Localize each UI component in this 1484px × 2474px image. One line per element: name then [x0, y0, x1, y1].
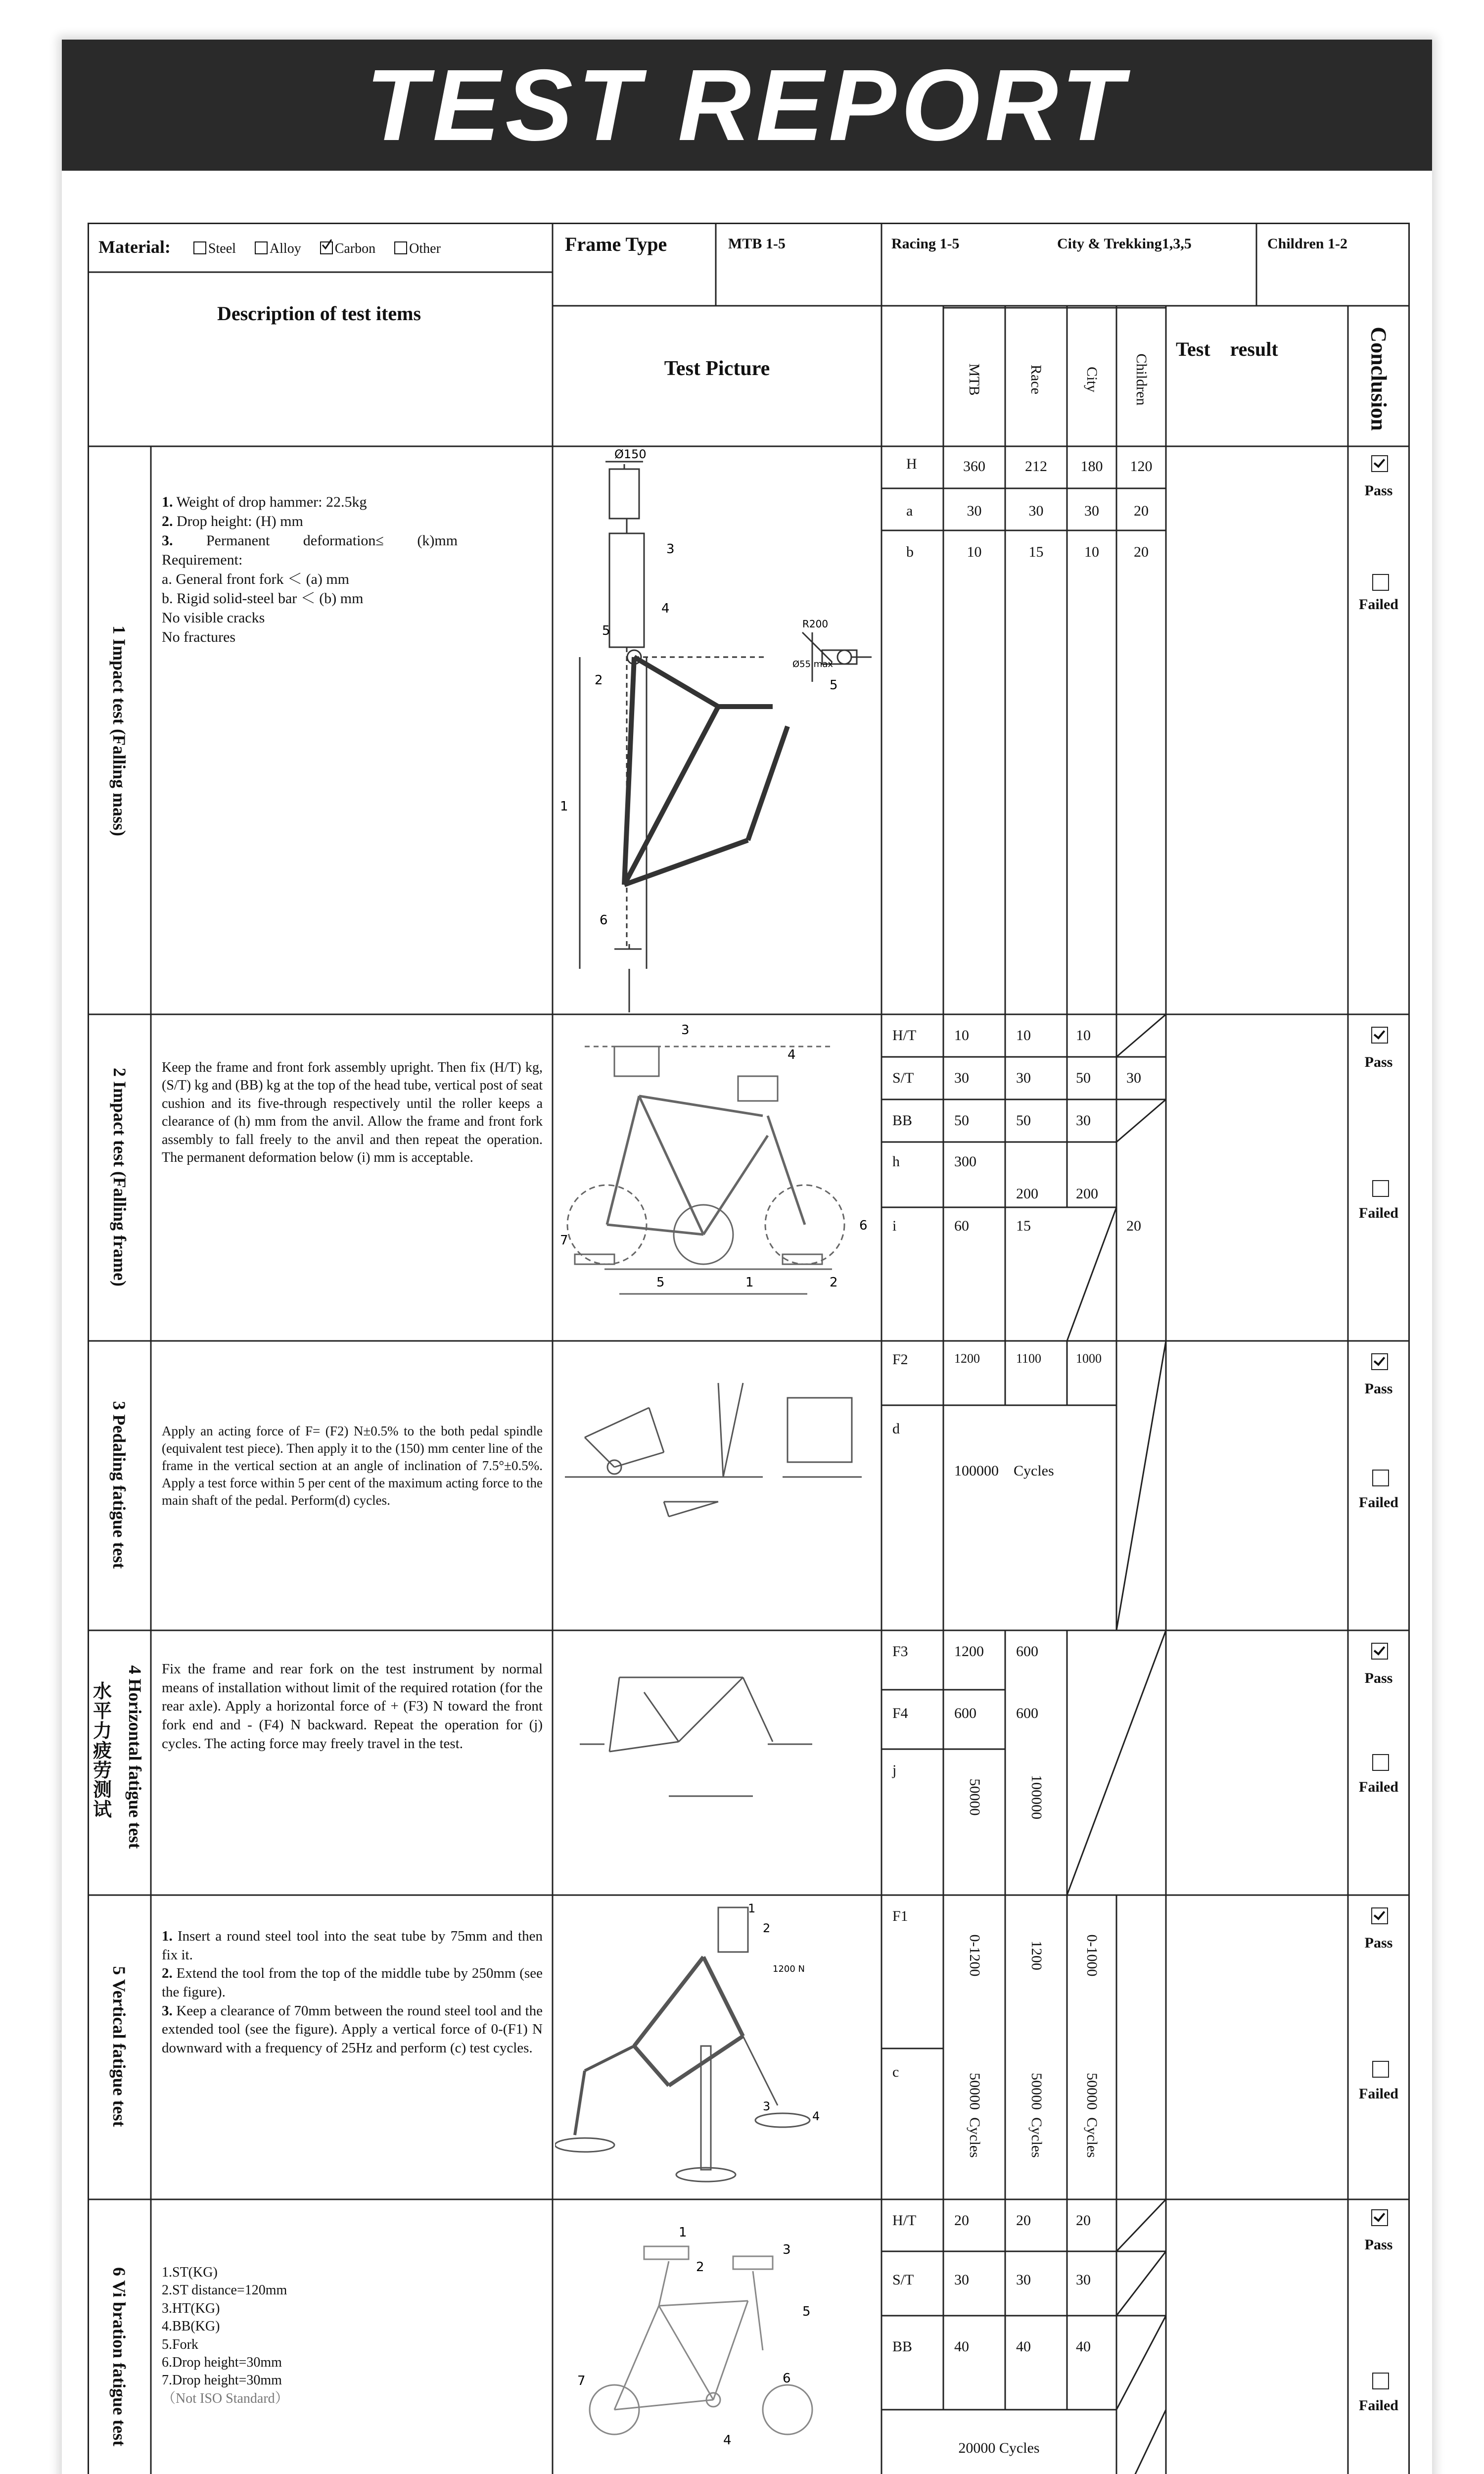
test3-F2-mtb: 1200	[954, 1351, 980, 1366]
test-result-header: Test result	[1176, 338, 1278, 360]
test5-c-city: 50000 Cycles	[1084, 2073, 1100, 2158]
test4-F4-mtb: 600	[954, 1705, 976, 1721]
svg-text:6: 6	[783, 2371, 791, 2386]
svg-text:3: 3	[681, 1023, 690, 1038]
test6-BB-mtb: 40	[954, 2338, 969, 2355]
test2-i-mtb: 60	[954, 1218, 969, 1234]
test2-i-children: 20	[1126, 1218, 1141, 1234]
test1-H-race: 212	[1025, 458, 1047, 475]
test5-figure	[555, 1898, 879, 2197]
test5-failed-checkbox[interactable]	[1372, 2061, 1389, 2078]
test2-param-label: i	[892, 1218, 897, 1234]
test4-param-label: j	[892, 1762, 897, 1778]
test3-figure	[555, 1343, 879, 1628]
svg-text:1: 1	[748, 1902, 756, 1915]
test5-F1-city: 0-1000	[1084, 1934, 1100, 1977]
test6-cycles: 20000 Cycles	[958, 2440, 1040, 2456]
svg-text:3: 3	[763, 2099, 771, 2113]
test6-BB-race: 40	[1016, 2338, 1031, 2355]
test2-ST-children: 30	[1126, 1070, 1141, 1086]
test2-BB-race: 50	[1016, 1112, 1031, 1129]
svg-text:4: 4	[788, 1047, 796, 1062]
test1-param-label: a	[906, 503, 913, 519]
svg-text:1: 1	[745, 1275, 754, 1290]
test4-j-race: 100000	[1028, 1775, 1045, 1819]
test5-failed-label: Failed	[1359, 2086, 1398, 2102]
test2-description: Keep the frame and front fork assembly upright. Then fix (H/T) kg, (S/T) kg and (BB) kg at the top of the head tube, vertical post of seat cushion and its five-through respectively until the roller keeps a clearance of (h) mm from the anvil. Allow the frame and front fork assembly to fall freely to the anvil and then repeat the operation. The permanent deformation below (i) mm is acceptable.	[162, 1060, 543, 1165]
test2-i-race: 15	[1016, 1218, 1031, 1234]
svg-text:5: 5	[830, 678, 838, 693]
svg-text:Ø55 max: Ø55 max	[792, 659, 834, 669]
checked-box-icon	[320, 241, 333, 254]
test6-failed-checkbox[interactable]	[1372, 2373, 1389, 2389]
svg-text:R200: R200	[802, 618, 829, 630]
test3-pass-label: Pass	[1364, 1380, 1393, 1397]
test1-failed-label: Failed	[1359, 596, 1398, 613]
svg-text:2: 2	[830, 1275, 838, 1290]
test4-figure	[555, 1633, 879, 1893]
test4-name: 4 Horizontal fatigue test	[125, 1665, 145, 1849]
test6-HT-city: 20	[1076, 2212, 1091, 2229]
test4-pass-checkbox[interactable]	[1371, 1643, 1388, 1660]
test6-param-label: BB	[892, 2338, 913, 2355]
test5-param-label: F1	[892, 1908, 908, 1924]
test5-param-label: c	[892, 2064, 899, 2080]
test4-j-mtb: 50000	[967, 1778, 983, 1816]
test2-BB-city: 30	[1076, 1112, 1091, 1129]
test1-a-race: 30	[1028, 503, 1044, 519]
test5-name: 5 Vertical fatigue test	[109, 1966, 129, 2127]
column-city: City	[1084, 367, 1100, 392]
test1-a-mtb: 30	[967, 503, 982, 519]
test-picture-header: Test Picture	[664, 357, 770, 380]
test2-BB-mtb: 50	[954, 1112, 969, 1129]
svg-text:2: 2	[595, 673, 603, 688]
test-table	[88, 223, 1410, 2474]
test2-figure	[555, 1017, 879, 1338]
test3-d-cycles: 100000 Cycles	[954, 1463, 1054, 1479]
test2-ST-race: 30	[1016, 1070, 1031, 1086]
test1-pass-checkbox[interactable]	[1371, 455, 1388, 472]
material-option-steel[interactable]: Steel	[193, 241, 236, 256]
test3-failed-label: Failed	[1359, 1494, 1398, 1511]
test1-description: 1. Weight of drop hammer: 22.5kg 2. Drop height: (H) mm 3. Permanent deformation≤ (k)mm Requirement: a. General front fork ＜ (a) mm b. Rigid solid-steel bar ＜ (b) mm No visible cracks No fractures	[162, 494, 458, 645]
test6-param-label: S/T	[892, 2272, 914, 2288]
test6-ST-city: 30	[1076, 2272, 1091, 2288]
test2-failed-label: Failed	[1359, 1205, 1398, 1221]
svg-text:1: 1	[679, 2225, 687, 2240]
svg-text:2: 2	[763, 1921, 771, 1935]
svg-text:6: 6	[859, 1218, 868, 1233]
test6-name: 6 Vi bration fatigue test	[109, 2267, 129, 2446]
frame-type-children: Children 1-2	[1267, 236, 1347, 252]
test5-pass-label: Pass	[1364, 1935, 1393, 1951]
column-mtb: MTB	[966, 363, 982, 396]
test3-name: 3 Pedaling fatigue test	[109, 1401, 129, 1569]
test2-h-mtb: 300	[954, 1153, 976, 1170]
test3-failed-checkbox[interactable]	[1372, 1470, 1389, 1486]
frame-type-racing: Racing 1-5	[891, 236, 960, 252]
svg-text:7: 7	[577, 2374, 586, 2388]
test3-description: Apply an acting force of F= (F2) N±0.5% to the both pedal spindle (equivalent test piece). Then apply it to the (150) mm center line of the frame in the vertical section at an angle of inclination of 7.5°±0.5%. Apply a test force within 5 per cent of the maximum acting force to the main shaft of the pedal. Perform(d) cycles.	[162, 1424, 543, 1508]
material-option-other[interactable]: Other	[394, 241, 441, 256]
test4-F3-race: 600	[1016, 1643, 1038, 1660]
test5-F1-mtb: 0-1200	[967, 1934, 983, 1977]
svg-text:3: 3	[783, 2242, 791, 2257]
test2-param-label: BB	[892, 1112, 913, 1129]
test2-h-race: 200	[1016, 1186, 1038, 1202]
frame-type-label: Frame Type	[565, 233, 667, 255]
test6-ST-race: 30	[1016, 2272, 1031, 2288]
test1-b-mtb: 10	[967, 544, 982, 560]
test4-name-chinese: 水平力疲劳测试	[93, 1681, 112, 1821]
test6-HT-race: 20	[1016, 2212, 1031, 2229]
test4-F4-race: 600	[1016, 1705, 1038, 1721]
test1-pass-label: Pass	[1364, 482, 1393, 499]
test1-a-city: 30	[1084, 503, 1099, 519]
test1-param-label: b	[906, 544, 914, 560]
test1-figure	[555, 449, 879, 1012]
test6-param-label: H/T	[892, 2212, 917, 2229]
test1-name: 1 Impact test (Falling mass)	[109, 625, 129, 836]
title-banner	[62, 40, 1432, 171]
test5-pass-checkbox[interactable]	[1371, 1907, 1388, 1924]
test6-description: 1.ST(KG) 2.ST distance=120mm 3.HT(KG) 4.BB(KG) 5.Fork 6.Drop height=30mm 7.Drop height=30mm （Not ISO Standard）	[162, 2265, 289, 2406]
svg-text:4: 4	[723, 2433, 732, 2448]
test3-pass-checkbox[interactable]	[1371, 1353, 1388, 1370]
test4-pass-label: Pass	[1364, 1670, 1393, 1686]
test4-description: Fix the frame and rear fork on the test instrument by normal means of installation without limit of the required rotation (for the rear axle). Apply a horizontal force of + (F3) N toward the front fork end and - (F4) N backward. Repeat the operation for (j) cycles. The acting force may freely travel in the test.	[162, 1661, 543, 1752]
report-page	[62, 40, 1432, 2474]
svg-text:2: 2	[696, 2260, 704, 2275]
test1-failed-checkbox[interactable]	[1372, 574, 1389, 591]
conclusion-header: Conclusion	[1366, 327, 1391, 431]
test2-pass-label: Pass	[1364, 1054, 1393, 1070]
test2-param-label: H/T	[892, 1027, 917, 1044]
test1-H-mtb: 360	[963, 458, 985, 475]
material-option-carbon[interactable]: Carbon	[320, 241, 375, 256]
svg-text:4: 4	[661, 601, 670, 616]
test1-b-race: 15	[1028, 544, 1044, 560]
svg-text:1200 N: 1200 N	[773, 1964, 805, 1974]
test1-b-children: 20	[1134, 544, 1149, 560]
svg-text:5: 5	[656, 1275, 665, 1290]
test3-F2-city: 1000	[1076, 1351, 1102, 1366]
test2-h-city: 200	[1076, 1186, 1098, 1202]
test2-HT-mtb: 10	[954, 1027, 969, 1044]
test6-figure	[555, 2202, 879, 2474]
svg-text:7: 7	[560, 1233, 568, 1248]
test1-param-label: H	[906, 456, 917, 472]
material-row	[98, 237, 441, 258]
frame-type-city: City & Trekking1,3,5	[1057, 236, 1192, 252]
test2-ST-city: 50	[1076, 1070, 1091, 1086]
test3-param-label: F2	[892, 1351, 908, 1368]
test2-param-label: S/T	[892, 1070, 914, 1086]
material-option-alloy[interactable]: Alloy	[255, 241, 301, 256]
test6-ST-mtb: 30	[954, 2272, 969, 2288]
test2-param-label: h	[892, 1153, 900, 1170]
svg-text:5: 5	[802, 2304, 811, 2319]
description-header: Description of test items	[217, 302, 421, 325]
column-children: Children	[1133, 353, 1150, 406]
test1-H-children: 120	[1130, 458, 1153, 475]
frame-type-mtb: MTB 1-5	[728, 236, 786, 252]
test1-b-city: 10	[1084, 544, 1099, 560]
report-title: TEST REPORT	[366, 48, 1128, 162]
svg-text:1: 1	[560, 799, 568, 814]
test6-pass-checkbox[interactable]	[1371, 2209, 1388, 2226]
test3-F2-race: 1100	[1016, 1351, 1042, 1366]
svg-text:4: 4	[812, 2109, 820, 2123]
svg-text:5: 5	[602, 623, 610, 638]
column-race: Race	[1028, 365, 1044, 394]
test2-pass-checkbox[interactable]	[1371, 1027, 1388, 1044]
svg-text:Ø150: Ø150	[614, 449, 647, 461]
test4-param-label: F4	[892, 1705, 908, 1721]
test4-param-label: F3	[892, 1643, 908, 1660]
test6-HT-mtb: 20	[954, 2212, 969, 2229]
test1-a-children: 20	[1134, 503, 1149, 519]
test1-H-city: 180	[1080, 458, 1103, 475]
material-label: Material:	[98, 237, 171, 257]
svg-text:6: 6	[600, 913, 608, 928]
test6-BB-city: 40	[1076, 2338, 1091, 2355]
svg-text:3: 3	[666, 542, 675, 557]
test4-failed-label: Failed	[1359, 1779, 1398, 1795]
test2-HT-city: 10	[1076, 1027, 1091, 1044]
test2-HT-race: 10	[1016, 1027, 1031, 1044]
test5-description: 1. Insert a round steel tool into the seat tube by 75mm and then fix it. 2. Extend the tool from the top of the middle tube by 250mm (see the figure). 3. Keep a clearance of 70mm between the round steel tool and the extended tool (see the figure). Apply a vertical force of 0-(F1) N downward with a frequency of 25Hz and perform (c) test cycles.	[162, 1928, 543, 2056]
test5-c-race: 50000 Cycles	[1028, 2073, 1045, 2158]
test6-failed-label: Failed	[1359, 2397, 1398, 2414]
test4-failed-checkbox[interactable]	[1372, 1754, 1389, 1771]
checkbox-icon	[193, 241, 206, 254]
test5-F1-race: 1200	[1028, 1941, 1045, 1970]
test3-param-label: d	[892, 1421, 900, 1437]
checkbox-icon	[394, 241, 407, 254]
test6-pass-label: Pass	[1364, 2236, 1393, 2253]
test2-ST-mtb: 30	[954, 1070, 969, 1086]
test2-failed-checkbox[interactable]	[1372, 1180, 1389, 1197]
test2-name: 2 Impact test (Falling frame)	[110, 1068, 130, 1286]
test5-c-mtb: 50000 Cycles	[967, 2073, 983, 2158]
checkbox-icon	[255, 241, 268, 254]
test4-F3-mtb: 1200	[954, 1643, 984, 1660]
